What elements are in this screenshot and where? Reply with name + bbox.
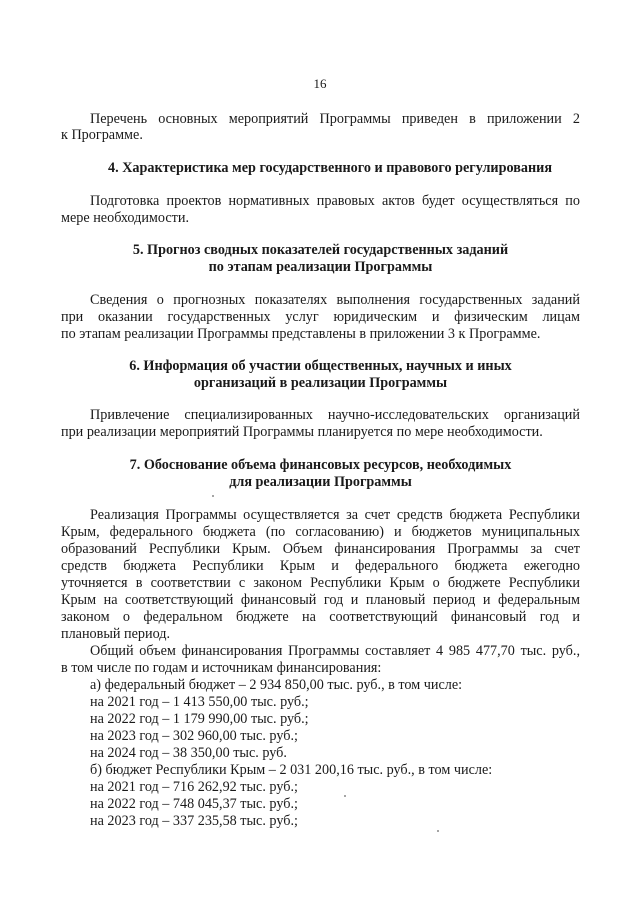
paragraph-line: Реализация Программы осуществляется за счет средств бюджета Республики <box>90 507 580 523</box>
page-number: 16 <box>313 76 327 91</box>
list-item: на 2021 год – 1 413 550,00 тыс. руб.; <box>90 694 309 710</box>
list-item: на 2024 год – 38 350,00 тыс. руб. <box>90 745 287 761</box>
paragraph-line: при оказании государственных услуг юридическим и физическим лицам <box>61 309 580 325</box>
list-heading: а) федеральный бюджет – 2 934 850,00 тыс. руб., в том числе: <box>90 677 463 693</box>
paragraph-line: по этапам реализации Программы представлены в приложении 3 к Программе. <box>61 326 541 342</box>
section-heading: 4. Характеристика мер государственного и правового регулирования <box>108 160 552 176</box>
paragraph-line: Привлечение специализированных научно-исследовательских организаций <box>90 407 580 423</box>
scan-speck <box>344 795 346 797</box>
section-heading: по этапам реализации Программы <box>208 259 433 275</box>
section-heading: организаций в реализации Программы <box>193 375 448 391</box>
scan-speck <box>212 495 214 497</box>
paragraph-line: Крым на соответствующий финансовый год и плановый период и федеральным <box>61 592 580 608</box>
paragraph-line: законом о федеральном бюджете на соответствующий финансовый год и <box>61 609 580 625</box>
paragraph-line: средств бюджета Республики Крым и федерального бюджета ежегодно <box>61 558 580 574</box>
paragraph-line: образований Республики Крым. Объем финансирования Программы за счет <box>61 541 580 557</box>
list-heading: б) бюджет Республики Крым – 2 031 200,16 тыс. руб., в том числе: <box>90 762 493 778</box>
section-heading: для реализации Программы <box>229 474 412 490</box>
paragraph-line: уточняется в соответствии с законом Республики Крым о бюджете Республики <box>61 575 580 591</box>
paragraph-line: мере необходимости. <box>61 210 189 226</box>
paragraph-line: Подготовка проектов нормативных правовых актов будет осуществляться по <box>90 193 580 209</box>
scan-speck <box>437 830 439 832</box>
paragraph-line: при реализации мероприятий Программы планируется по мере необходимости. <box>61 424 543 440</box>
section-heading: 6. Информация об участии общественных, научных и иных <box>129 358 512 374</box>
paragraph-line: Крым, федерального бюджета (по согласованию) и бюджетов муниципальных <box>61 524 580 540</box>
paragraph-line: плановый период. <box>61 626 171 642</box>
paragraph-line: к Программе. <box>61 127 143 143</box>
section-heading: 7. Обоснование объема финансовых ресурсов, необходимых <box>129 457 512 473</box>
list-item: на 2022 год – 748 045,37 тыс. руб.; <box>90 796 298 812</box>
list-item: на 2022 год – 1 179 990,00 тыс. руб.; <box>90 711 309 727</box>
list-item: на 2023 год – 302 960,00 тыс. руб.; <box>90 728 298 744</box>
paragraph-line: Перечень основных мероприятий Программы приведен в приложении 2 <box>90 111 580 127</box>
paragraph-line: в том числе по годам и источникам финансирования: <box>61 660 382 676</box>
paragraph-line: Сведения о прогнозных показателях выполнения государственных заданий <box>90 292 580 308</box>
list-item: на 2021 год – 716 262,92 тыс. руб.; <box>90 779 298 795</box>
section-heading: 5. Прогноз сводных показателей государственных заданий <box>132 242 509 258</box>
paragraph-line: Общий объем финансирования Программы составляет 4 985 477,70 тыс. руб., <box>90 643 580 659</box>
list-item: на 2023 год – 337 235,58 тыс. руб.; <box>90 813 298 829</box>
